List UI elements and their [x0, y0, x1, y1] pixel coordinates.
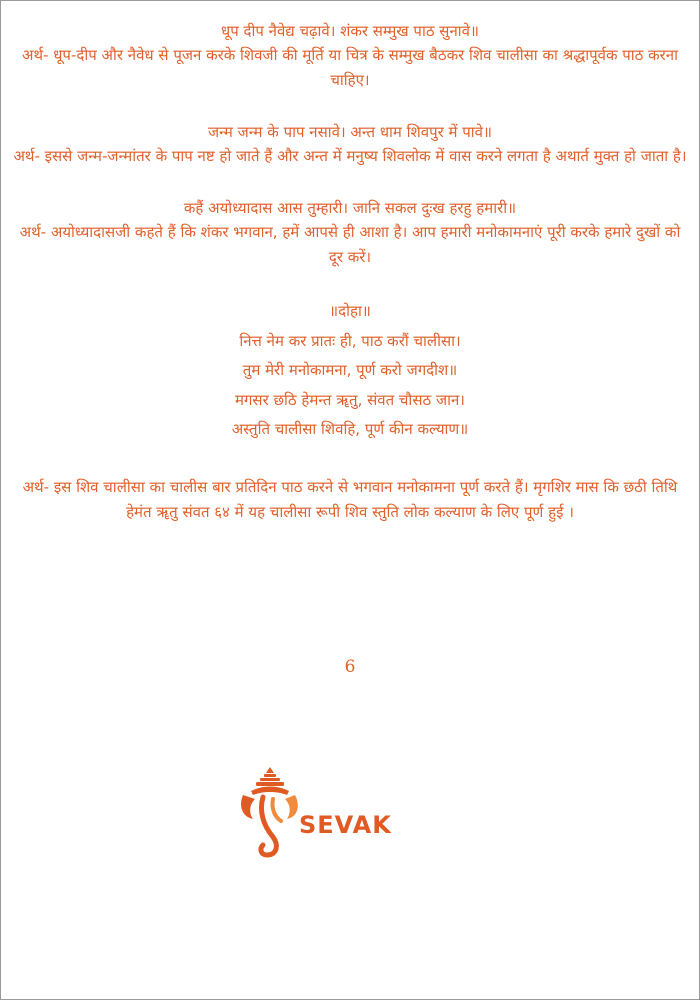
verse-meaning: अर्थ- इससे जन्म-जन्मांतर के पाप नष्ट हो जाते हैं और अन्त में मनुष्य शिवलोक में वास करने लगता है अथार्त मुक्त हो जाता है। [13, 147, 687, 165]
logo-text: SEVAK [299, 811, 392, 839]
sevak-logo [237, 765, 437, 861]
doha-line-2: तुम मेरी मनोकामना, पूर्ण करो जगदीश॥ [242, 361, 458, 379]
final-meaning: अर्थ- इस शिव चालीसा का चालीस बार प्रतिदिन पाठ करने से भगवान मनोकामना पूर्ण करते हैं। मृगशिर मास कि छठी तिथि हेमंत ॠतु संवत ६४ में यह चालीसा रूपी शिव स्तुति लोक कल्याण के लिए पूर्ण हुई । [22, 477, 678, 521]
doha-line-4: अस्तुति चालीसा शिवहि, पूर्ण कीन कल्याण॥ [231, 420, 469, 438]
page-content [11, 19, 689, 525]
verse-line: कहैं अयोध्यादास आस तुम्हारी। जानि सकल दुःख हरहु हमारी॥ [183, 199, 517, 217]
verse-line: धूप दीप नैवेद्य चढ़ावे। शंकर सम्मुख पाठ सुनावे॥ [220, 22, 479, 40]
verse-meaning: अर्थ- धूप-दीप और नैवेध से पूजन करके शिवजी की मूर्ति या चित्र के सम्मुख बैठकर शिव चालीसा का श्रद्धापूर्वक पाठ करना चाहिए। [21, 46, 679, 89]
verse-block-3 [11, 196, 689, 270]
doha-heading: ॥दोहा॥ [329, 302, 371, 320]
doha-line-1: नित्त नेम कर प्रातः ही, पाठ करौं चालीसा। [239, 331, 461, 350]
verse-block-2 [11, 120, 689, 169]
ganesha-logo-icon [237, 765, 307, 861]
page-number: 6 [344, 657, 356, 677]
verse-line: जन्म जन्म के पाप नसावे। अन्त धाम शिवपुर में पावे॥ [208, 123, 492, 141]
verse-block-1 [11, 19, 689, 93]
doha-line-3: मगसर छठि हेमन्त ॠतु, संवत चौसठ जान। [235, 390, 465, 409]
verse-meaning: अर्थ- अयोध्यादासजी कहते हैं कि शंकर भगवान, हमें आपसे ही आशा है। आप हमारी मनोकामनाएं पूरी करके हमारे दुखों को दूर करें। [19, 223, 681, 266]
doha-block [11, 297, 689, 445]
